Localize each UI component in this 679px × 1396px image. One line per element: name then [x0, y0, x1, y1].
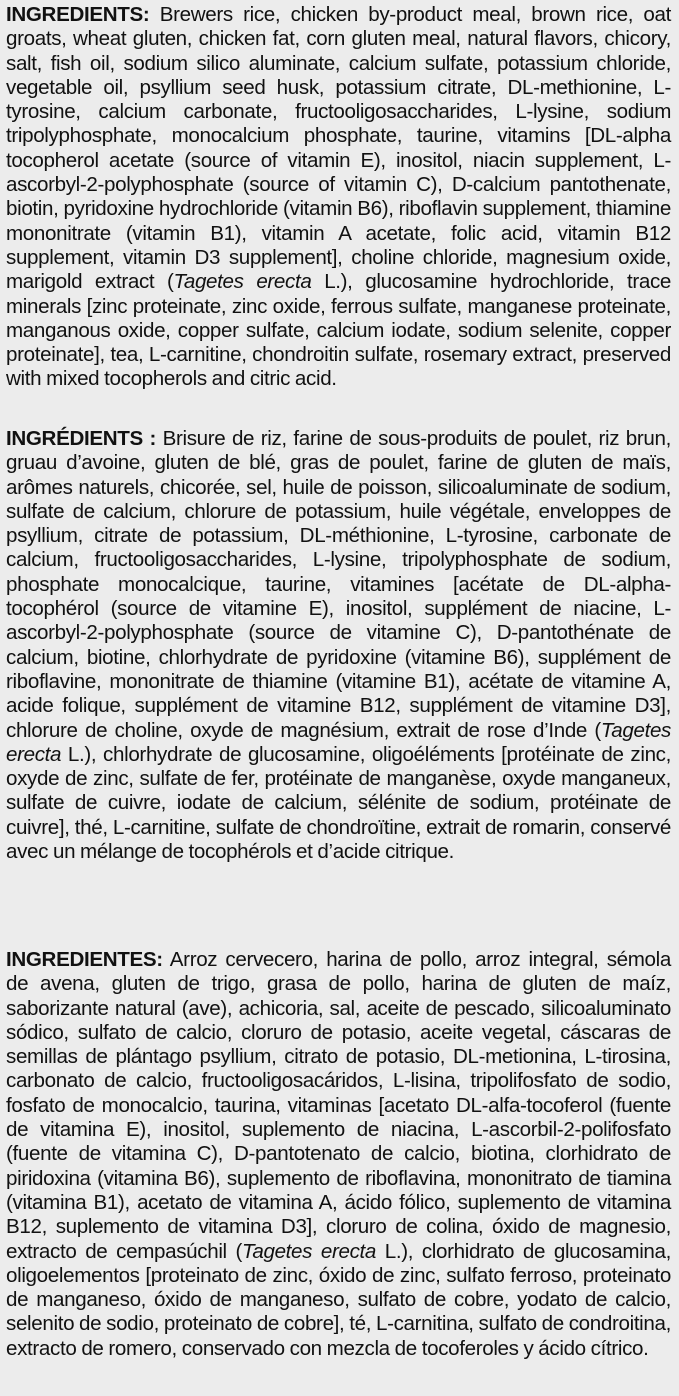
section-heading-english: INGREDIENTS: — [6, 3, 150, 26]
ingredient-text-english-part-2: L.), glucosamine hydrochloride, trace minerals [zinc proteinate, zinc oxide, ferrous sulfate, manganese proteinate, manganous oxide, copper sulfate, calcium iodate, sodium selenite, copper proteinate], tea, L-carnitine, chondroitin sulfate, rosemary extract, preserved with mixed tocopherols and citric acid. — [6, 270, 672, 391]
ingredient-text-english-part-1: Brewers rice, chicken by-product meal, brown rice, oat groats, wheat gluten, chicken fat, corn gluten meal, natural flavors, chicory, salt, fish oil, sodium silico aluminate, calcium sulfate, potassium chloride, vegetable oil, psyllium seed husk, potassium citrate, DL-methionine, L-tyrosine, calcium carbonate, fructooligosaccharides, L-lysine, sodium tripolyphosphate, monocalcium phosphate, taurine, vitamins [DL-alpha tocopherol acetate (source of vitamin E), inositol, niacin supplement, L-ascorbyl-2-polyphosphate (source of vitamin C), D-calcium pantothenate, biotin, pyridoxine hydrochloride (vitamin B6), riboflavin supplement, thiamine mononitrate (vitamin B1), vitamin A acetate, folic acid, vitamin B12 supplement, vitamin D3 supplement], choline chloride, magnesium oxide, marigold extract ( — [6, 3, 671, 294]
ingredient-text-spanish-part-2: L.), clorhidrato de glucosamina, oligoelementos [proteinato de zinc, óxido de zinc, sulfato ferroso, proteinato de manganeso, óxido de manganeso, sulfato de cobre, yodato de calcio, selenito de sodio, proteinato de cobre], té, L-carnitina, sulfato de condroitina, extracto de romero, conservado con mezcla de tocoferoles y ácido cítrico. — [6, 1239, 671, 1360]
scientific-name-french: Tagetes erecta — [6, 718, 671, 766]
ingredient-text-french-part-2: L.), chlorhydrate de glucosamine, oligoéléments [protéinate de zinc, oxyde de zinc, sulfate de fer, protéinate de manganèse, oxyde manganeux, sulfate de cuivre, iodate de calcium, sélénite de sodium, protéinate de cuivre], thé, L-carnitine, sulfate de chondroïtine, extrait de romarin, conservé avec un mélange de tocophérols et d’acide citrique. — [6, 742, 671, 864]
section-heading-french: INGRÉDIENTS : — [6, 427, 156, 450]
ingredients-section-spanish — [6, 948, 671, 1361]
scientific-name-spanish: Tagetes erecta — [242, 1239, 376, 1263]
ingredient-text-french-part-1: Brisure de riz, farine de sous-produits de poulet, riz brun, gruau d’avoine, gluten de blé, gras de poulet, farine de gluten de maïs, arômes naturels, chicorée, sel, huile de poisson, silicoaluminate de sodium, sulfate de calcium, chlorure de potassium, huile végétale, enveloppes de psyllium, citrate de potassium, DL-méthionine, L-tyrosine, carbonate de calcium, fructooligosaccharides, L-lysine, tripolyphosphate de sodium, phosphate monocalcique, taurine, vitamines [acétate de DL-alpha-tocophérol (source de vitamine E), inositol, supplément de niacine, L-ascorbyl-2-polyphosphate (source de vitamine C), D-pantothénate de calcium, biotine, chlorhydrate de pyridoxine (vitamine B6), supplément de riboflavine, mononitrate de thiamine (vitamine B1), acétate de vitamine A, acide folique, supplément de vitamine B12, supplément de vitamine D3], chlorure de choline, oxyde de magnésium, extrait de rose d’Inde ( — [6, 427, 671, 742]
scientific-name-english: Tagetes erecta — [173, 270, 312, 294]
ingredient-text-spanish-part-1: Arroz cervecero, harina de pollo, arroz integral, sémola de avena, gluten de trigo, grasa de pollo, harina de gluten de maíz, saborizante natural (ave), achicoria, sal, aceite de pescado, silicoaluminato sódico, sulfato de calcio, cloruro de potasio, aceite vegetal, cáscaras de semillas de plántago psyllium, citrato de potasio, DL-metionina, L-tirosina, carbonato de calcio, fructooligosacáridos, L-lisina, tripolifosfato de sodio, fosfato de monocalcio, taurina, vitaminas [acetato DL-alfa-tocoferol (fuente de vitamina E), inositol, suplemento de niacina, L-ascorbil-2-polifosfato (fuente de vitamina C), D-pantotenato de calcio, biotina, clorhidrato de piridoxina (vitamina B6), suplemento de riboflavina, mononitrato de tiamina (vitamina B1), acetato de vitamina A, ácido fólico, suplemento de vitamina B12, suplemento de vitamina D3], cloruro de colina, óxido de magnesio, extracto de cempasúchil ( — [6, 948, 671, 1263]
ingredients-section-french — [6, 427, 671, 864]
section-heading-spanish: INGREDIENTES: — [6, 948, 163, 971]
ingredients-section-english — [6, 3, 671, 392]
